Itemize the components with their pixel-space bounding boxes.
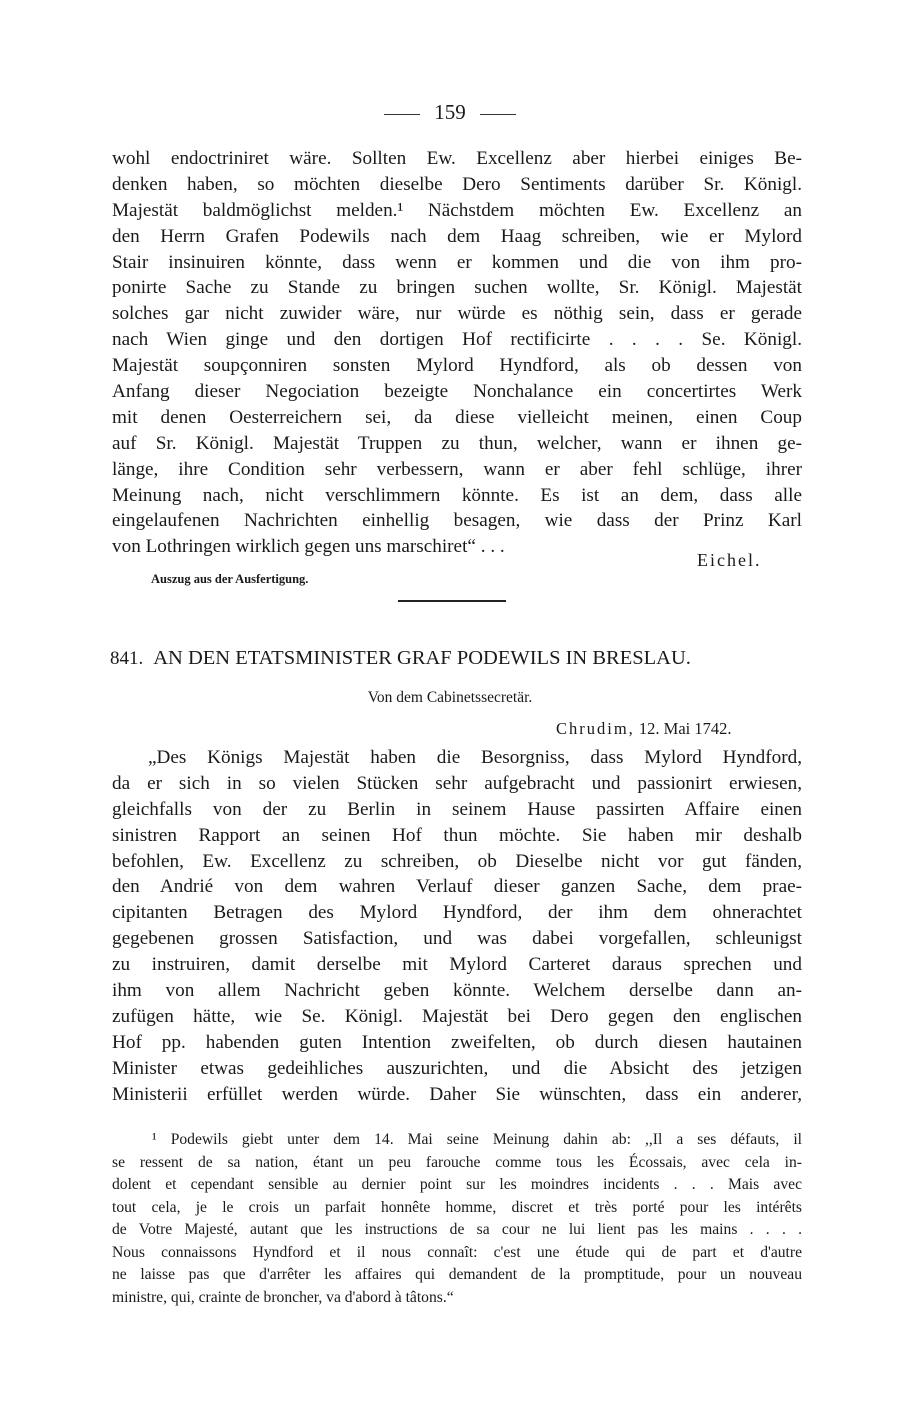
footnote-line: tout cela, je le crois un parfait honnête homme, discret et très porté pour les intérêts bbox=[112, 1198, 802, 1216]
text-line: Ministerii erfüllet werden würde. Daher Sie wünschten, dass ein anderer, bbox=[112, 1083, 802, 1105]
text-line: gleichfalls von der zu Berlin in seinem Hause passirten Affaire einen bbox=[112, 798, 802, 820]
text-line: den Andrié von dem wahren Verlauf dieser ganzen Sache, dem prae- bbox=[112, 876, 802, 898]
footnote-line: ne laisse pas que d'arrêter les affaires qui demandent de la promptitude, pour un nouveau bbox=[112, 1266, 802, 1283]
text-line: „Des Königs Majestät haben die Besorgniss, dass Mylord Hyndford, bbox=[148, 747, 802, 768]
text-line: gegebenen grossen Satisfaction, und was dabei vorgefallen, schleunigst bbox=[112, 928, 802, 950]
dateline-date: 12. Mai 1742. bbox=[638, 719, 732, 738]
text-line: ponirte Sache zu Stande zu bringen suchen wollte, Sr. Königl. Majestät bbox=[112, 277, 802, 299]
document-from: Von dem Cabinetssecretär. bbox=[367, 689, 533, 706]
text-line: Anfang dieser Negociation bezeigte Nonchalance ein concertirtes Werk bbox=[112, 381, 802, 403]
text-line: Hof pp. habenden guten Intention zweifelten, ob durch diesen hautainen bbox=[112, 1031, 802, 1053]
footnote-line: ministre, qui, crainte de broncher, va d'abord à tâtons.“ bbox=[112, 1288, 454, 1306]
page-number bbox=[0, 100, 900, 125]
text-line: wohl endoctriniret wäre. Sollten Ew. Excellenz aber hierbei einiges Be- bbox=[112, 148, 802, 169]
document-title: AN DEN ETATSMINISTER GRAF PODEWILS IN BRESLAU. bbox=[153, 647, 691, 669]
dateline-place: Chrudim, bbox=[556, 719, 635, 738]
section-divider bbox=[398, 600, 506, 602]
text-line: Majestät soupçonniren sonsten Mylord Hyndford, als ob dessen von bbox=[112, 355, 802, 377]
continuation-text bbox=[112, 146, 802, 560]
text-line: befohlen, Ew. Excellenz zu schreiben, ob Dieselbe nicht vor gut fänden, bbox=[112, 850, 802, 872]
footnote-line: se ressent de sa nation, étant un peu farouche comme tous les Écossais, avec cela in- bbox=[112, 1153, 802, 1171]
text-line: länge, ihre Condition sehr verbessern, wann er aber fehl schlüge, ihrer bbox=[112, 458, 802, 480]
text-line: zufügen hätte, wie Se. Königl. Majestät bei Dero gegen den englischen bbox=[112, 1005, 802, 1027]
text-line: sinistren Rapport an seinen Hof thun möchte. Sie haben mir deshalb bbox=[112, 824, 802, 846]
source-note: Auszug aus der Ausfertigung. bbox=[151, 572, 309, 586]
footnote-line: Nous connaissons Hyndford et il nous connaît: c'est une étude qui de part et d'autre bbox=[112, 1243, 802, 1261]
text-line: den Herrn Grafen Podewils nach dem Haag schreiben, wie er Mylord bbox=[112, 225, 802, 247]
text-line: eingelaufenen Nachrichten einhellig besagen, wie dass der Prinz Karl bbox=[112, 510, 802, 532]
text-line: zu instruiren, damit derselbe mit Mylord Carteret daraus sprechen und bbox=[112, 954, 802, 976]
document-number: 841. bbox=[110, 648, 144, 669]
text-line: denken haben, so möchten dieselbe Dero Sentiments darüber Sr. Königl. bbox=[112, 173, 802, 195]
text-line: auf Sr. Königl. Majestät Truppen zu thun, welcher, wann er ihnen ge- bbox=[112, 432, 802, 454]
text-line: Majestät baldmöglichst melden.¹ Nächstdem möchten Ew. Excellenz an bbox=[112, 199, 802, 221]
page-number-text: 159 bbox=[434, 100, 466, 124]
document-heading bbox=[110, 647, 691, 670]
text-line: da er sich in so vielen Stücken sehr aufgebracht und passionirt erwiesen, bbox=[112, 772, 802, 794]
text-line: von Lothringen wirklich gegen uns marschiret“ . . . bbox=[112, 536, 505, 558]
letter-body bbox=[112, 745, 802, 1107]
footnote-line: de Votre Majesté, autant que les instructions de sa cour ne lui lient pas les mains . . . . bbox=[112, 1221, 802, 1238]
text-line: Stair insinuiren könnte, dass wenn er kommen und die von ihm pro- bbox=[112, 251, 802, 273]
page-number-dash-right bbox=[480, 114, 516, 115]
footnote-line: dolent et cependant sensible au dernier point sur les moindres incidents . . . Mais avec bbox=[112, 1176, 802, 1193]
text-line: ihm von allem Nachricht geben könnte. Welchem derselbe dann an- bbox=[112, 980, 802, 1002]
signature: Eichel. bbox=[697, 550, 762, 570]
page-number-dash-left bbox=[384, 114, 420, 115]
dateline bbox=[556, 719, 732, 739]
text-line: nach Wien ginge und den dortigen Hof rectificirte . . . . Se. Königl. bbox=[112, 329, 802, 351]
text-line: solches gar nicht zuwider wäre, nur würde es nöthig sein, dass er gerade bbox=[112, 303, 802, 325]
text-line: Minister etwas gedeihliches auszurichten, und die Absicht des jetzigen bbox=[112, 1057, 802, 1079]
footnote-line: ¹ Podewils giebt unter dem 14. Mai seine Meinung dahin ab: ,,Il a ses défauts, il bbox=[152, 1131, 802, 1148]
text-line: cipitanten Betragen des Mylord Hyndford, der ihm dem ohnerachtet bbox=[112, 902, 802, 924]
text-line: Meinung nach, nicht verschlimmern könnte. Es ist an dem, dass alle bbox=[112, 484, 802, 506]
footnote bbox=[112, 1129, 802, 1309]
text-line: mit denen Oesterreichern sei, da diese vielleicht meinen, einen Coup bbox=[112, 406, 802, 428]
